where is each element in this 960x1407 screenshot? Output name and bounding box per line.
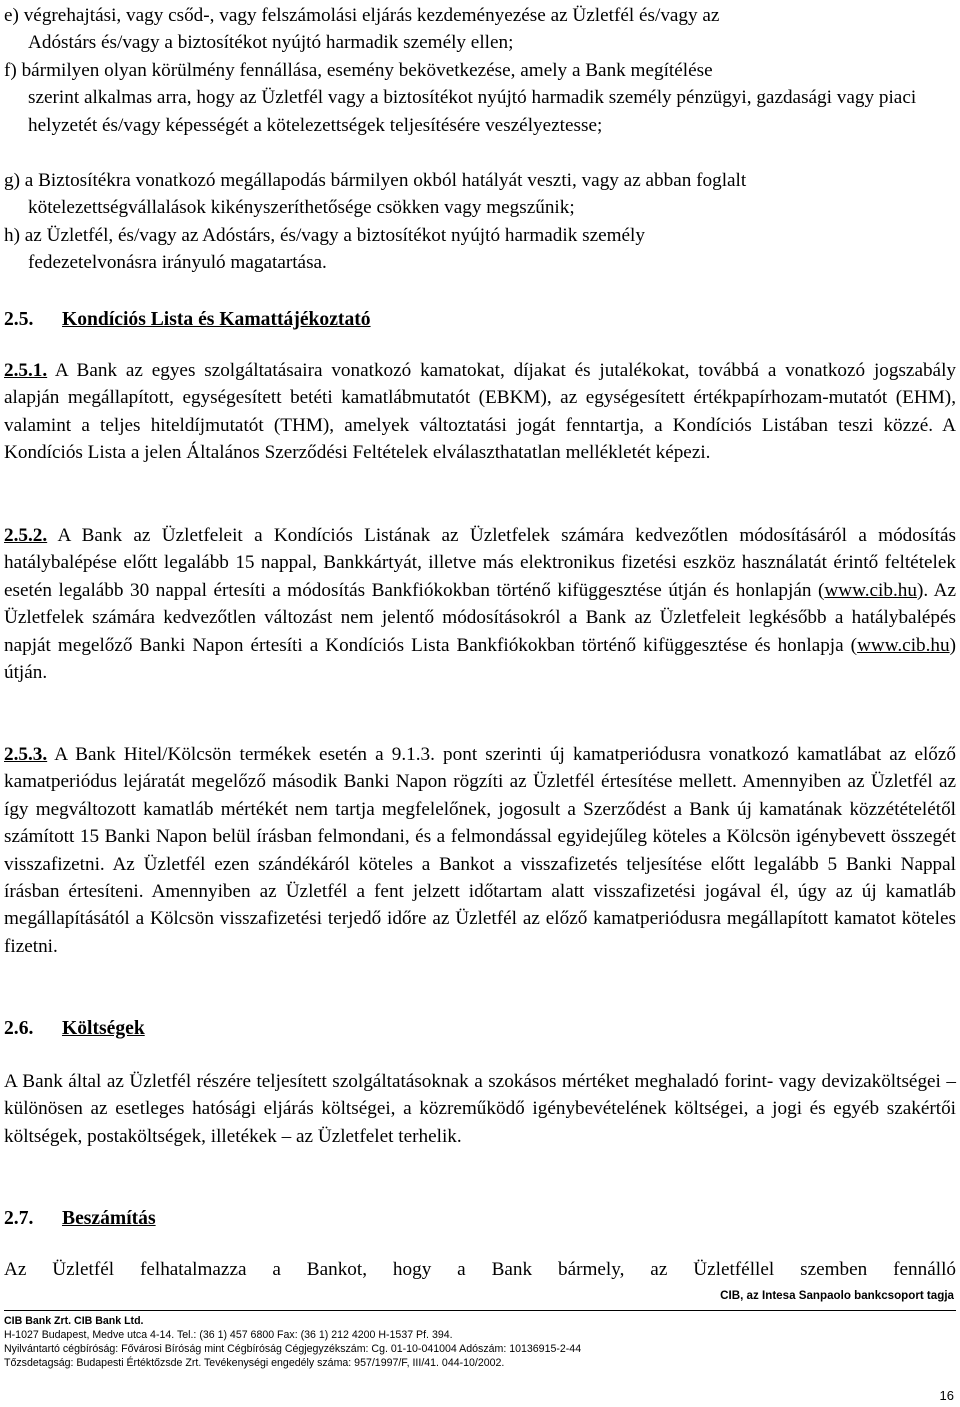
- section-heading-2-6: 2.6. Költségek: [4, 1018, 145, 1039]
- footer-registry: Nyilvántartó cégbíróság: Fővárosi Bíróság mint Cégbíróság Cégjegyzékszám: Cg. 01-10-041004 Adószám: 10136915-2-44: [4, 1343, 582, 1355]
- section-heading-2-5: 2.5. Kondíciós Lista és Kamattájékoztató: [4, 309, 371, 330]
- paragraph-2-5-1: 2.5.1. A Bank az egyes szolgáltatásaira vonatkozó kamatokat, díjakat és jutalékokat, továbbá a vonatkozó jogszabály alapján megállapított, egységesített betéti kamatlábmutatót (EBKM), az egységesített értékpapírhozam-mutatót (EHM), valamint a teljes hiteldíjmutatót (THM), amelyek változtatási jogát fenntartja, a Kondíciós Listában teszi közzé. A Kondíciós Lista a jelen Általános Szerződési Feltételek elválaszthatatlan mellékletét képezi.: [4, 360, 956, 464]
- footer-exchange: Tőzsdetagság: Budapesti Értéktőzsde Zrt. Tevékenységi engedély száma: 957/1997/F, III/41. 044-10/2002.: [4, 1357, 505, 1369]
- paragraph-2-7: Az Üzletfél felhatalmazza a Bankot, hogy a Bank bármely, az Üzletféllel szemben fennálló: [4, 1259, 956, 1280]
- footer-company: CIB Bank Zrt. CIB Bank Ltd.: [4, 1315, 144, 1327]
- list-item-e: e) végrehajtási, vagy csőd-, vagy felszámolási eljárás kezdeményezése az Üzletfél és/vagy az Adóstárs és/vagy a biztosítékot nyújtó harmadik személy ellen;: [4, 5, 720, 54]
- footer: [4, 1314, 581, 1370]
- cib-website-link[interactable]: www.cib.hu: [857, 634, 950, 656]
- list-item-h: h) az Üzletfél, és/vagy az Adóstárs, és/vagy a biztosítékot nyújtó harmadik személy fedezetelvonásra irányuló magatartása.: [4, 225, 645, 274]
- footer-address: H-1027 Budapest, Medve utca 4-14. Tel.: (36 1) 457 6800 Fax: (36 1) 212 4200 H-1537 Pf. 394.: [4, 1329, 453, 1341]
- paragraph-2-5-2: 2.5.2. A Bank az Üzletfeleit a Kondíciós Listának az Üzletfelek számára kedvezőtlen módosításáról a módosítás hatálybalépése előtt legalább 15 nappal, Bankkártyát, illetve más elektronikus fizetési eszköz használatát érintő feltételek esetén legalább 30 nappal értesíti a módosítás Bankfiókokban történő kifüggesztése útján és honlapján (www.cib.hu). Az Üzletfelek számára kedvezőtlen változást nem jelentő módosításokról a Bank az Üzletfeleit legkésőbb a hatálybalépés napját megelőző Banki Napon értesíti a Kondíciós Lista Bankfiókokban történő kifüggesztése és honlapja (www.cib.hu) útján.: [4, 525, 956, 684]
- paragraph-2-6: A Bank által az Üzletfél részére teljesített szolgáltatásoknak a szokásos mértéket meghaladó forint- vagy devizaköltségei – különösen az esetleges hatósági eljárás költségei, a közreműködő igénybevételének költségei, a jogi és egyéb szakértői költségek, postaköltségek, illetékek – az Üzletfelet terhelik.: [4, 1071, 956, 1147]
- list-item-f: f) bármilyen olyan körülmény fennállása, esemény bekövetkezése, amely a Bank megítélése szerint alkalmas arra, hogy az Üzletfél vagy a biztosítékot nyújtó harmadik személy pénzügyi, gazdasági vagy piaci helyzetét és/vagy képességét a kötelezettségek teljesítésére veszélyeztesse;: [4, 60, 917, 136]
- cib-website-link[interactable]: www.cib.hu: [824, 579, 917, 601]
- footer-divider: [4, 1310, 956, 1311]
- section-heading-2-7: 2.7. Beszámítás: [4, 1208, 156, 1229]
- paragraph-2-5-3: 2.5.3. A Bank Hitel/Kölcsön termékek esetén a 9.1.3. pont szerinti új kamatperiódusra vonatkozó kamatlábat az előző kamatperiódus lejáratát megelőző második Banki Napon rögzíti az Üzletfél értesítése mellett. Amennyiben az Üzletfél az így megváltozott kamatláb mértékét nem tartja megfelelőnek, jogosult a Szerződést a Bank új kamatának közzétételétől számított 15 Banki Napon belül írásban felmondani, és a felmondással egyidejűleg köteles a Kölcsön igénybevett összegét visszafizetni. Az Üzletfél ezen szándékáról köteles a Bankot a visszafizetés teljesítése előtt legalább 5 Banki Nappal írásban értesíteni. Amennyiben az Üzletfél a fent jelzett időtartam alatt visszafizetési jogával él, úgy az új kamatláb megállapításától a Kölcsön visszafizetési terjedő időre az Üzletfél az előző kamatperiódusra megállapított kamatot köteles fizetni.: [4, 744, 956, 957]
- footer-tagline: CIB, az Intesa Sanpaolo bankcsoport tagja: [720, 1289, 954, 1302]
- list-item-g: g) a Biztosítékra vonatkozó megállapodás bármilyen okból hatályát veszti, vagy az abban foglalt kötelezettségvállalások kikényszeríthetősége csökken vagy megszűnik;: [4, 170, 747, 219]
- page-number: 16: [939, 1388, 954, 1403]
